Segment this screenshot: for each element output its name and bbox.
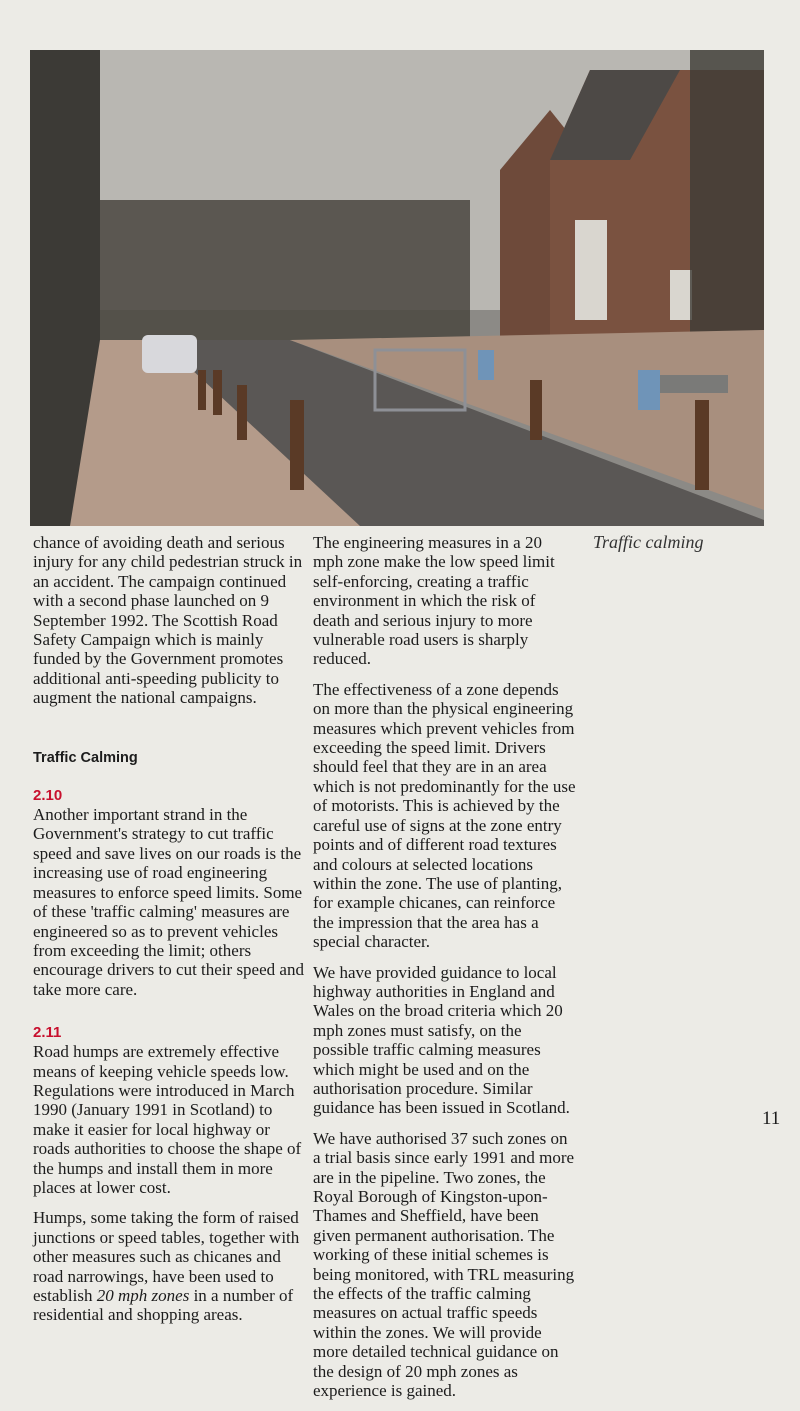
street-photo	[30, 50, 764, 526]
humps-paragraph	[33, 1208, 305, 1324]
intro-paragraph: chance of avoiding death and serious injury for any child pedestrian struck in an accident. The campaign continued with a second phase launched on 9 September 1992. The Scottish Road Safety Campaign which is mainly funded by the Government promotes additional anti-speeding publicity to augment the national campaigns.	[33, 533, 303, 708]
humps-text: Humps, some taking the form of raised junctions or speed tables, together with other measures such as chicanes and road narrowings, have been used to establish	[33, 1208, 300, 1305]
page-number: 11	[762, 1108, 781, 1129]
section-heading: Traffic Calming	[33, 749, 138, 766]
left-column	[33, 533, 305, 1336]
paragraph-effectiveness: The effectiveness of a zone depends on more than the physical engineering measures which prevent vehicles from exceeding the speed limit. Drivers should feel that they are in an area which is not predominantly for the use of motorists. This is achieved by the careful use of signs at the zone entry points and of different road textures and colours at selected locations within the zone. The use of planting, for example chicanes, can reinforce the impression that the area has a special character.	[313, 679, 576, 952]
paragraph-engineering: The engineering measures in a 20 mph zone make the low speed limit self-enforcing, creating a traffic environment in which the risk of death and serious injury to more vulnerable road users is sharply reduced.	[313, 533, 555, 669]
section-2-10-paragraph: Another important strand in the Government's strategy to cut traffic speed and save lives on our roads is the increasing use of road engineering measures to enforce speed limits. Some of these 'traffic calming' measures are engineered so as to prevent vehicles from exceeding the limit; others encourage drivers to cut their speed and take more care.	[33, 805, 304, 999]
section-number-2-10: 2.10	[33, 787, 63, 805]
paragraph-authorised-zones: We have authorised 37 such zones on a trial basis since early 1991 and more are in the pipeline. Two zones, the Royal Borough of Kingston-upon-Thames and Sheffield, have been given permanent authorisation. The working of these initial schemes is being monitored, with TRL measuring the effects of the traffic calming measures on actual traffic speeds within the zones. We will provide more detailed technical guidance on the design of 20 mph zones as experience is gained.	[313, 1128, 575, 1401]
paragraph-guidance: We have provided guidance to local highway authorities in England and Wales on the broad criteria which 20 mph zones must satisfy, on the possible traffic calming measures which might be used and on the authorisation procedure. Similar guidance has been issued in Scotland.	[313, 962, 570, 1118]
right-column	[313, 533, 576, 1411]
humps-tail: in a number of residential and shopping areas.	[33, 1286, 294, 1325]
zones-emphasis: 20 mph zones	[96, 1286, 190, 1305]
section-number-2-11: 2.11	[33, 1024, 62, 1042]
photo-caption: Traffic calming	[593, 532, 704, 552]
traffic-calming-street-scene	[30, 50, 764, 526]
section-2-11-paragraph: Road humps are extremely effective means of keeping vehicle speeds low. Regulations were introduced in March 1990 (January 1991 in Scotland) to make it easier for local highway or roads authorities to choose the shape of the humps and install them in more places at lower cost.	[33, 1042, 302, 1197]
